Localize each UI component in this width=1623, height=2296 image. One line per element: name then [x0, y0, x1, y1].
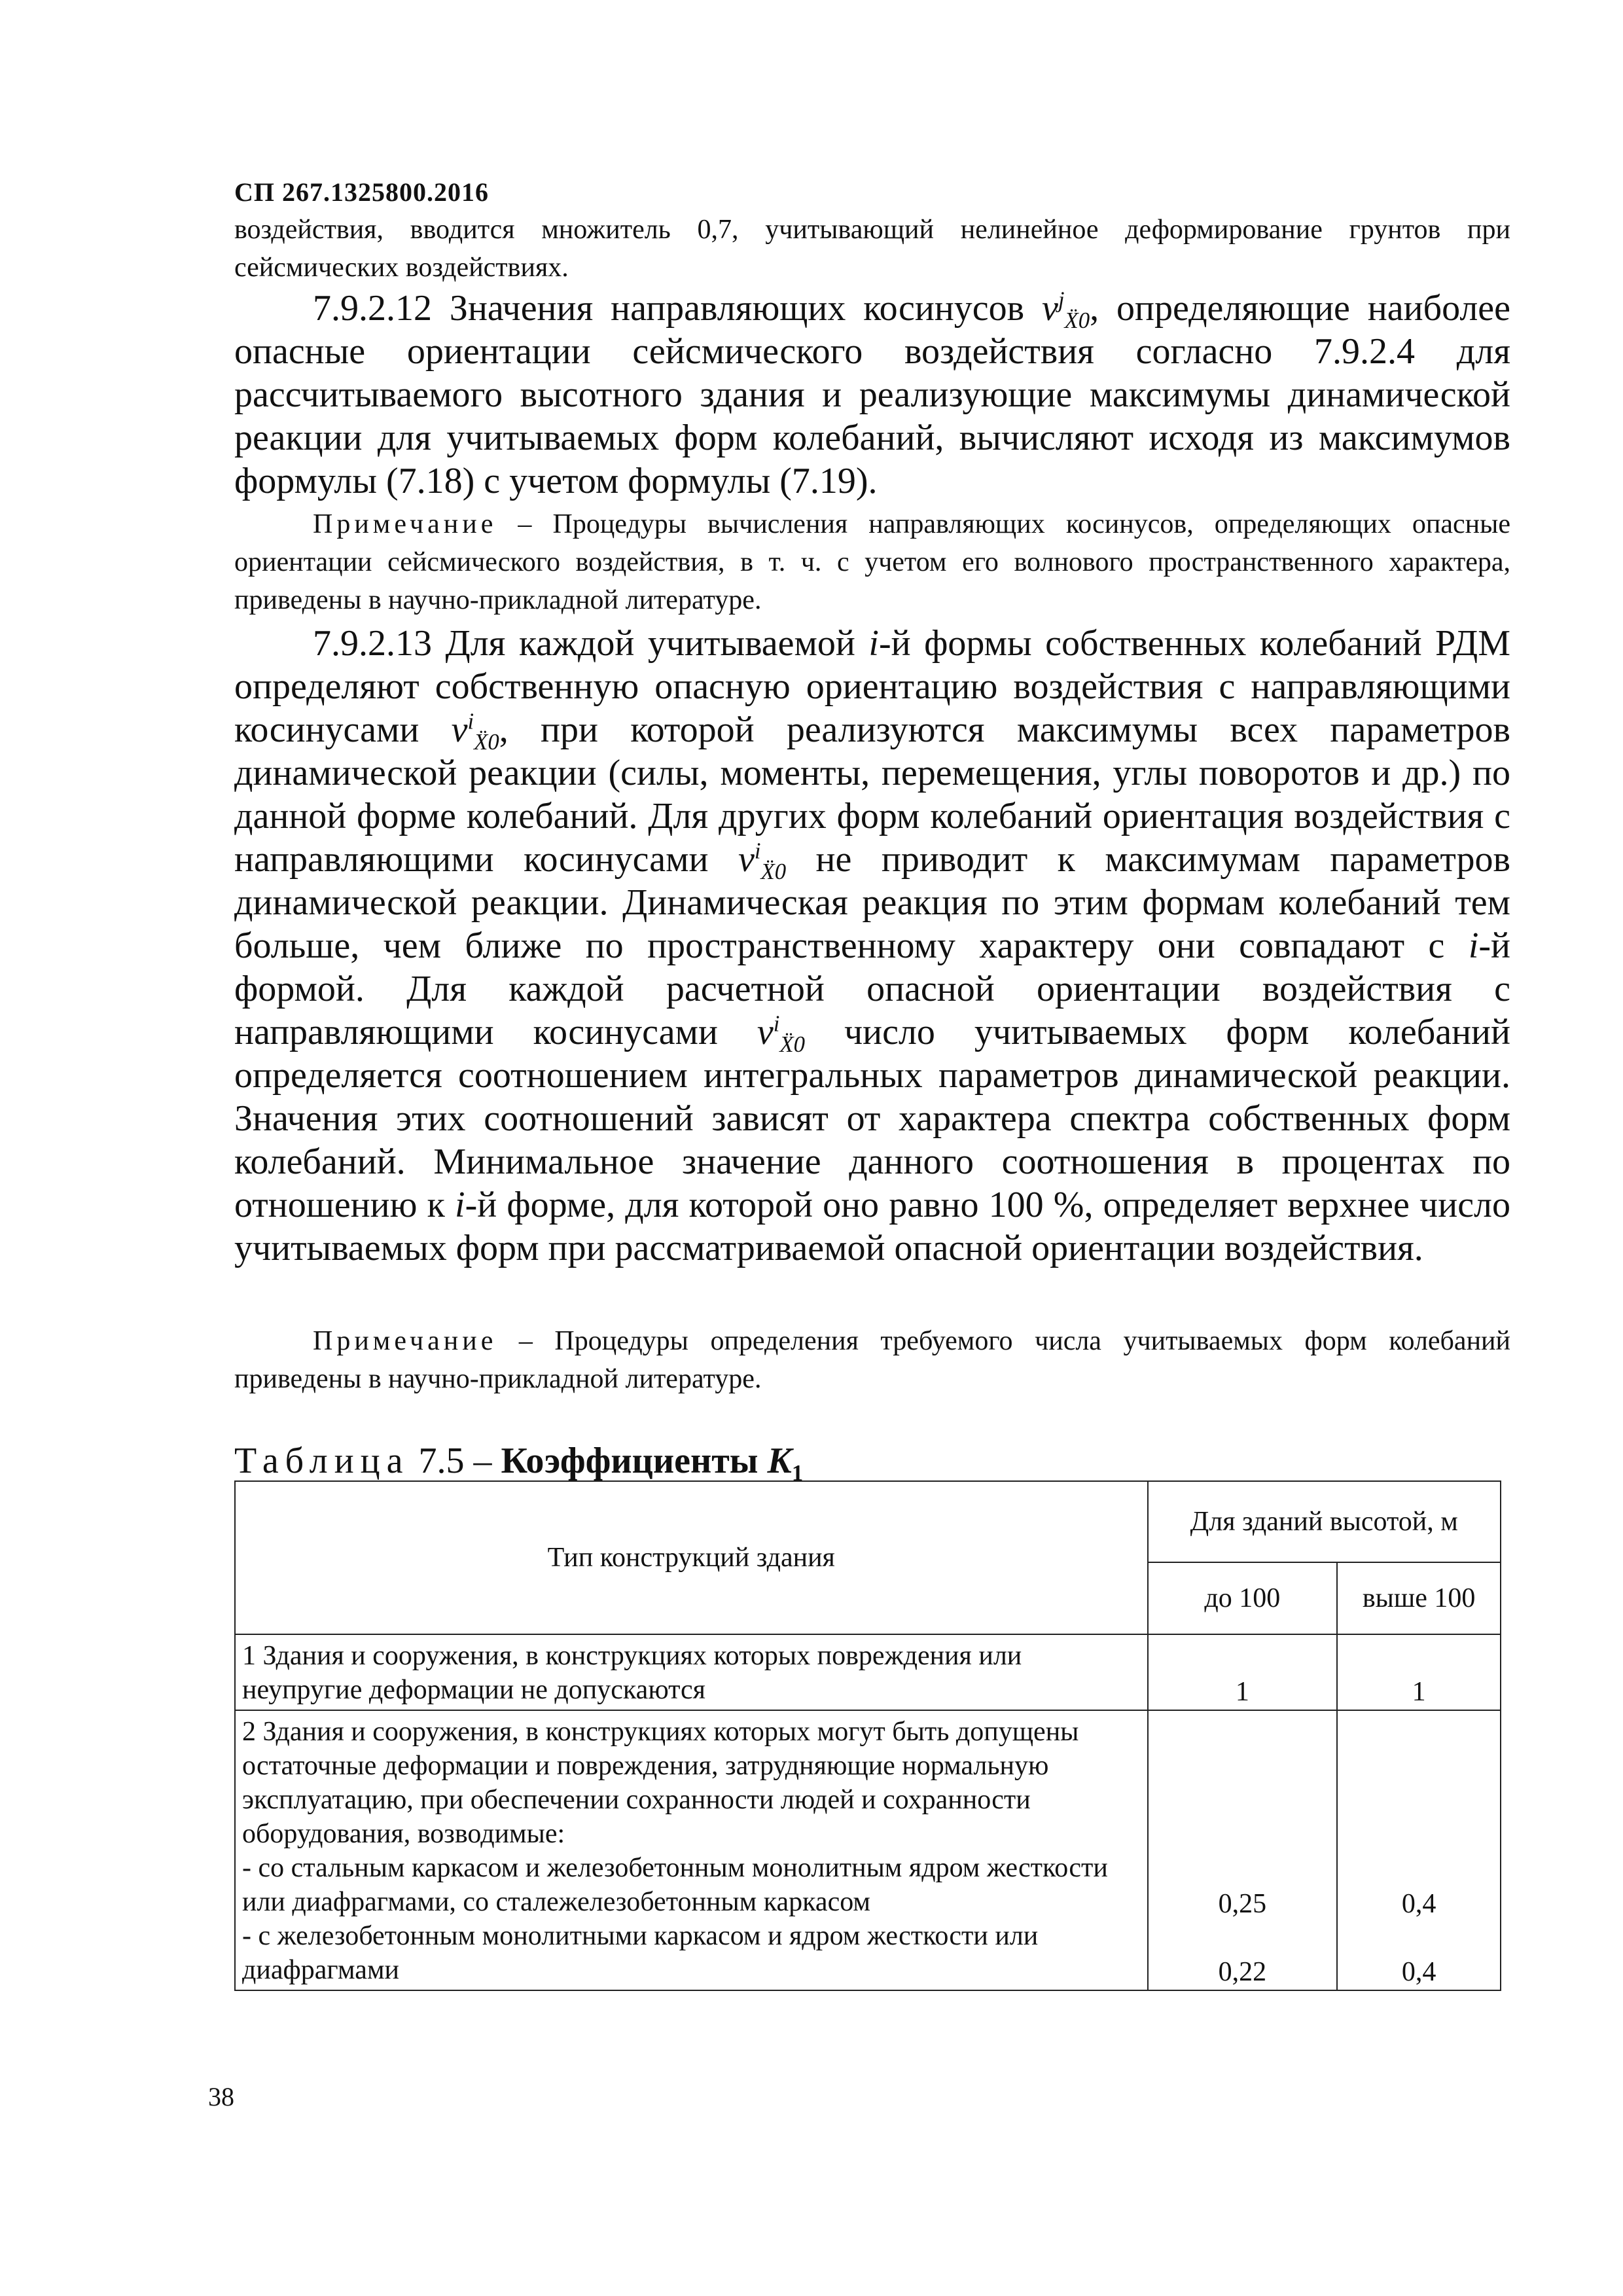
- document-id: СП 267.1325800.2016: [234, 177, 489, 207]
- note-text: – Процедуры определения требуемого числа учитываемых форм колебаний приведены в научно-прикладной литературе.: [234, 1326, 1510, 1394]
- caption-word: Таблица: [234, 1441, 410, 1481]
- row-2-text: [235, 1710, 1148, 1990]
- symbol-superscript: i: [467, 708, 474, 734]
- continuation-paragraph: воздействия, вводится множитель 0,7, учитывающий нелинейное деформирование грунтов при сейсмических воздействиях.: [234, 215, 1510, 283]
- row-1-high: 1: [1337, 1634, 1501, 1710]
- row-2-high: [1337, 1710, 1501, 1990]
- row-2-high-value-1: 0,4: [1401, 1889, 1436, 1919]
- row-2-sub-concrete: - с железобетонным монолитными каркасом и ядром жесткости или диафрагмами: [242, 1921, 1039, 1985]
- row-2-low-value-2: 0,22: [1218, 1957, 1267, 1987]
- row-2-sub-steel: - со стальным каркасом и железобетонным монолитным ядром жесткости или диафрагмами, со сталежелезобетонным каркасом: [242, 1853, 1108, 1917]
- page-number: 38: [208, 2082, 234, 2111]
- symbol-subscript: Ẍ0: [1064, 308, 1090, 334]
- coefficients-table: [234, 1480, 1501, 1991]
- text-fragment: не приводит к максимумам параметров динамической реакции. Динамическая реакция по этим формам колебаний тем больше, чем ближе по пространственному характеру они совпадают с: [234, 839, 1510, 966]
- text-fragment: 7.9.2.13 Для каждой учитываемой: [313, 623, 869, 664]
- symbol-superscript: j: [1058, 287, 1065, 313]
- header-building-type: Тип конструкций здания: [235, 1481, 1148, 1634]
- text-fragment: , при которой реализуются максимумы всех параметров динамической реакции (силы, моменты, перемещения, углы поворотов и др.) по данной форме колебаний. Для других форм колебаний ориентация воздействия с направляющими косинусами: [234, 709, 1510, 880]
- symbol-superscript: i: [754, 838, 761, 864]
- table-row: [235, 1710, 1501, 1990]
- symbol-nu: ν: [757, 1012, 774, 1052]
- text-fragment: -й формой. Для каждой расчетной опасной ориентации воздействия с направляющими косинусами: [234, 925, 1510, 1052]
- note-2: [234, 1322, 1510, 1398]
- header-above-100: выше 100: [1337, 1562, 1501, 1634]
- symbol-subscript: Ẍ0: [760, 859, 787, 885]
- table-caption: [234, 1440, 804, 1486]
- symbol-nu: ν: [738, 839, 755, 880]
- symbol-i: i: [455, 1185, 465, 1225]
- text-fragment: -й формы собственных колебаний РДМ определяют собственную опасную ориентацию воздействия с направляющими косинусами: [234, 623, 1510, 750]
- note-label: Примечание: [313, 1326, 497, 1356]
- note-text: – Процедуры вычисления направляющих косинусов, определяющих опасные ориентации сейсмического воздействия, в т. ч. с учетом его волнового пространственного характера, приведены в научно-прикладной литературе.: [234, 509, 1510, 615]
- symbol-i: i: [868, 623, 879, 664]
- symbol-subscript: Ẍ0: [474, 729, 499, 755]
- row-2-intro: 2 Здания и сооружения, в конструкциях которых могут быть допущены остаточные деформации и повреждения, затрудняющие нормальную эксплуатацию, при обеспечении сохранности людей и сохранности оборудования, возводимые:: [242, 1717, 1079, 1849]
- note-label: Примечание: [313, 509, 497, 539]
- header-up-to-100: до 100: [1148, 1562, 1338, 1634]
- text-fragment: , определяющие наиболее опасные ориентации сейсмического воздействия согласно 7.9.2.4 для рассчитываемого высотного здания и реализующие максимумы динамической реакции для учитываемых форм колебаний, вычисляют исходя из максимумов формулы (7.18) с учетом формулы (7.19).: [234, 288, 1510, 501]
- symbol-subscript: Ẍ0: [779, 1031, 805, 1058]
- symbol-i: i: [1468, 925, 1479, 966]
- table-row: [235, 1634, 1501, 1710]
- symbol-nu: ν: [1042, 288, 1058, 329]
- row-1-low: 1: [1148, 1634, 1338, 1710]
- text-fragment: 7.9.2.12 Значения направляющих косинусов: [313, 288, 1042, 329]
- text-fragment: -й форме, для которой оно равно 100 %, определяет верхнее число учитываемых форм при рассматриваемой опасной ориентации воздействия.: [234, 1185, 1510, 1268]
- row-2-high-value-2: 0,4: [1401, 1957, 1436, 1987]
- caption-number: 7.5 –: [409, 1441, 501, 1481]
- caption-symbol-k: K: [767, 1441, 792, 1481]
- header-building-height: Для зданий высотой, м: [1148, 1481, 1501, 1562]
- row-2-low-value-1: 0,25: [1218, 1889, 1267, 1919]
- section-7-9-2-13: [234, 622, 1510, 1270]
- row-2-low: [1148, 1710, 1338, 1990]
- caption-symbol-subscript: 1: [791, 1460, 804, 1486]
- section-7-9-2-12: [234, 287, 1510, 503]
- text-fragment: число учитываемых форм колебаний определяется соотношением интегральных параметров динамической реакции. Значения этих соотношений зависят от характера спектра собственных форм колебаний. Минимальное значение данного соотношения в процентах по отношению к: [234, 1012, 1510, 1225]
- caption-title: Коэффициенты: [501, 1441, 768, 1481]
- row-1-text: 1 Здания и сооружения, в конструкциях которых повреждения или неупругие деформации не допускаются: [235, 1634, 1148, 1710]
- symbol-superscript: i: [773, 1011, 780, 1037]
- table-header-row: [235, 1481, 1501, 1562]
- note-1: [234, 505, 1510, 619]
- symbol-nu: ν: [451, 709, 468, 750]
